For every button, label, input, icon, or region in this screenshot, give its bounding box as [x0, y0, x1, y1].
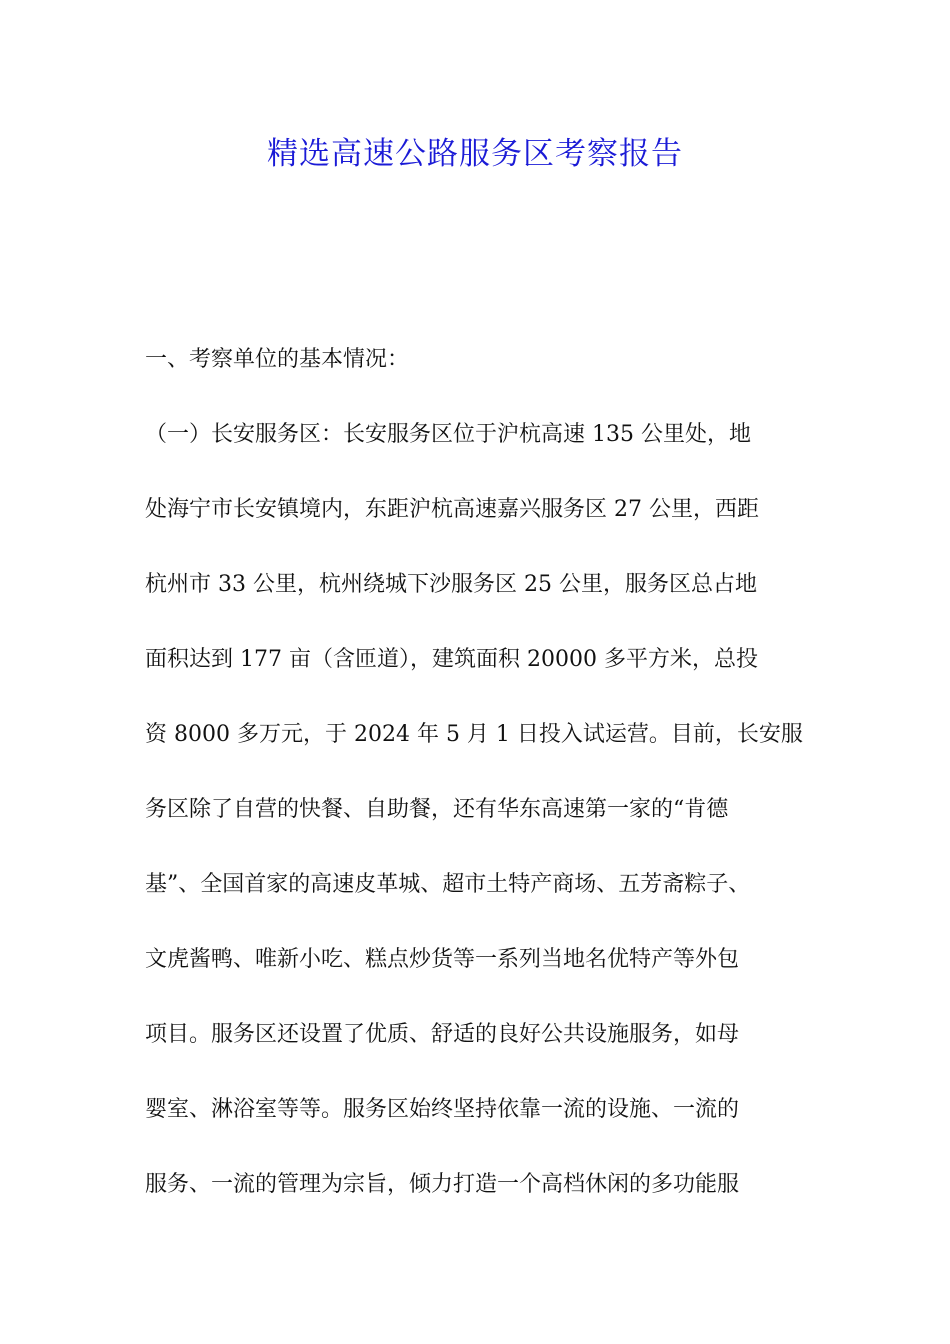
section-heading: 一、考察单位的基本情况：	[145, 347, 410, 372]
paragraph-line: 服务、一流的管理为宗旨，倾力打造一个高档休闲的多功能服	[145, 1172, 740, 1197]
paragraph-line: 面积达到 177 亩（含匝道），建筑面积 20000 多平方米，总投	[145, 647, 758, 672]
paragraph-line: 项目。服务区还设置了优质、舒适的良好公共设施服务，如母	[145, 1022, 740, 1047]
paragraph-line: 资 8000 多万元，于 2024 年 5 月 1 日投入试运营。目前，长安服	[145, 722, 803, 747]
paragraph-line: 婴室、淋浴室等等。服务区始终坚持依靠一流的设施、一流的	[145, 1097, 740, 1122]
paragraph-line: 杭州市 33 公里，杭州绕城下沙服务区 25 公里，服务区总占地	[145, 572, 757, 597]
paragraph-line: 基”、全国首家的高速皮革城、超市土特产商场、五芳斋粽子、	[145, 872, 751, 897]
paragraph-line: 务区除了自营的快餐、自助餐，还有华东高速第一家的“肯德	[145, 797, 729, 822]
paragraph-line: （一）长安服务区：长安服务区位于沪杭高速 135 公里处，地	[145, 422, 751, 447]
paragraph-line: 处海宁市长安镇境内，东距沪杭高速嘉兴服务区 27 公里，西距	[145, 497, 759, 522]
paragraph-line: 文虎酱鸭、唯新小吃、糕点炒货等一系列当地名优特产等外包	[145, 947, 740, 972]
document-body	[145, 335, 815, 1235]
document-title: 精选高速公路服务区考察报告	[267, 136, 683, 172]
